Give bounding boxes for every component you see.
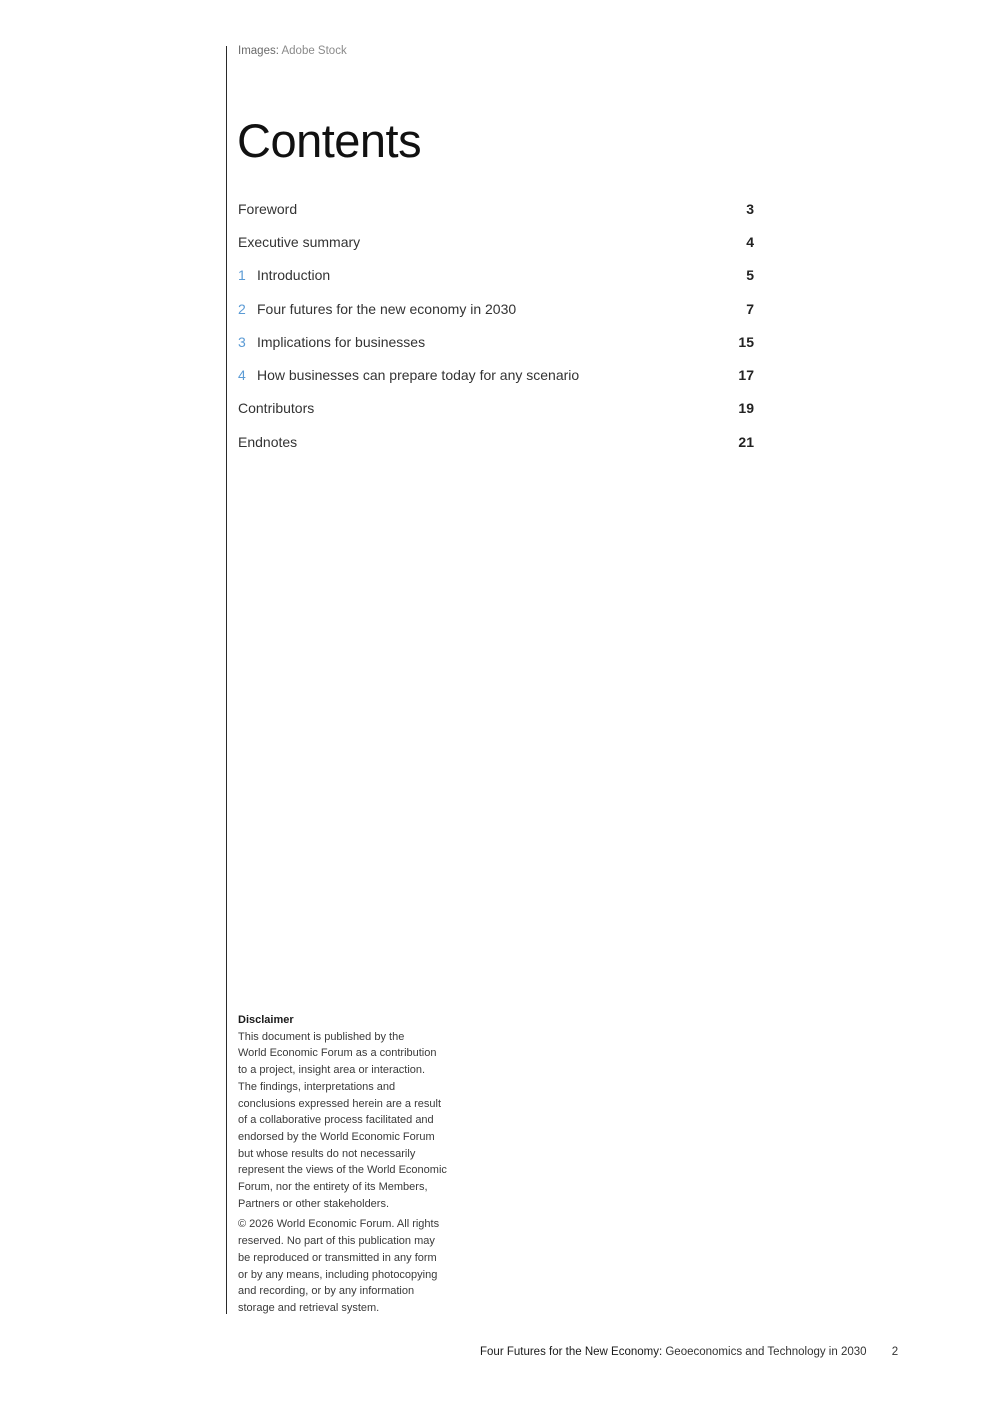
toc-item-label: Implications for businesses (257, 333, 426, 350)
image-credit-source: Adobe Stock (281, 45, 347, 57)
toc-item-label: How businesses can prepare today for any scenario (257, 367, 580, 384)
toc-item-label: Foreword (238, 200, 298, 217)
toc-item-number: 3 (238, 333, 246, 350)
toc-item-number: 1 (238, 267, 246, 284)
disclaimer-heading: Disclaimer (238, 1014, 294, 1026)
toc-item-page: 21 (738, 433, 754, 450)
disclaimer-body: This document is published by the World Economic Forum as a contribution to a project, insight area or interaction. The findings, interpretations and conclusions expressed herein are a result of a collaborative process facilitated and endorsed by the World Economic Forum but whose results do not necessarily represent the views of the World Economic Forum, nor the entirety of its Members, Partners or other stakeholders. (238, 1030, 447, 1210)
toc-item-implications[interactable] (238, 325, 754, 358)
toc-item-endnotes[interactable] (238, 425, 754, 458)
toc-item-foreword[interactable] (238, 192, 754, 225)
image-credit (238, 45, 347, 57)
toc-item-label: Introduction (257, 267, 331, 284)
toc-item-introduction[interactable] (238, 259, 754, 292)
toc-item-page: 3 (746, 200, 754, 217)
margin-rule (226, 46, 227, 1314)
footer-title-bold: Four Futures for the New Economy: (480, 1346, 663, 1358)
toc-item-page: 5 (746, 267, 754, 284)
toc-item-page: 17 (738, 367, 754, 384)
image-credit-label: Images: (238, 45, 279, 57)
toc-item-label: Executive summary (238, 233, 361, 250)
disclaimer (238, 1012, 478, 1317)
page-footer (480, 1346, 898, 1358)
toc-item-label: Four futures for the new economy in 2030 (257, 300, 517, 317)
footer-title-rest: Geoeconomics and Technology in 2030 (665, 1346, 867, 1358)
toc-item-four-futures[interactable] (238, 292, 754, 325)
toc-item-how-businesses-prepare[interactable] (238, 358, 754, 391)
toc-item-page: 15 (738, 333, 754, 350)
toc-item-label: Endnotes (238, 433, 298, 450)
page-title: Contents (237, 114, 422, 167)
toc-item-label: Contributors (238, 400, 315, 417)
toc-item-number: 4 (238, 367, 246, 384)
toc-item-executive-summary[interactable] (238, 225, 754, 258)
page-number: 2 (891, 1346, 899, 1358)
toc-item-page: 19 (738, 400, 754, 417)
table-of-contents (238, 192, 754, 458)
toc-item-page: 7 (746, 300, 754, 317)
copyright-notice: © 2026 World Economic Forum. All rights reserved. No part of this publication may be reproduced or transmitted in any form or by any means, including photocopying and recording, or by any information storage and retrieval system. (238, 1218, 440, 1314)
toc-item-contributors[interactable] (238, 392, 754, 425)
toc-item-page: 4 (746, 233, 754, 250)
toc-item-number: 2 (238, 300, 246, 317)
